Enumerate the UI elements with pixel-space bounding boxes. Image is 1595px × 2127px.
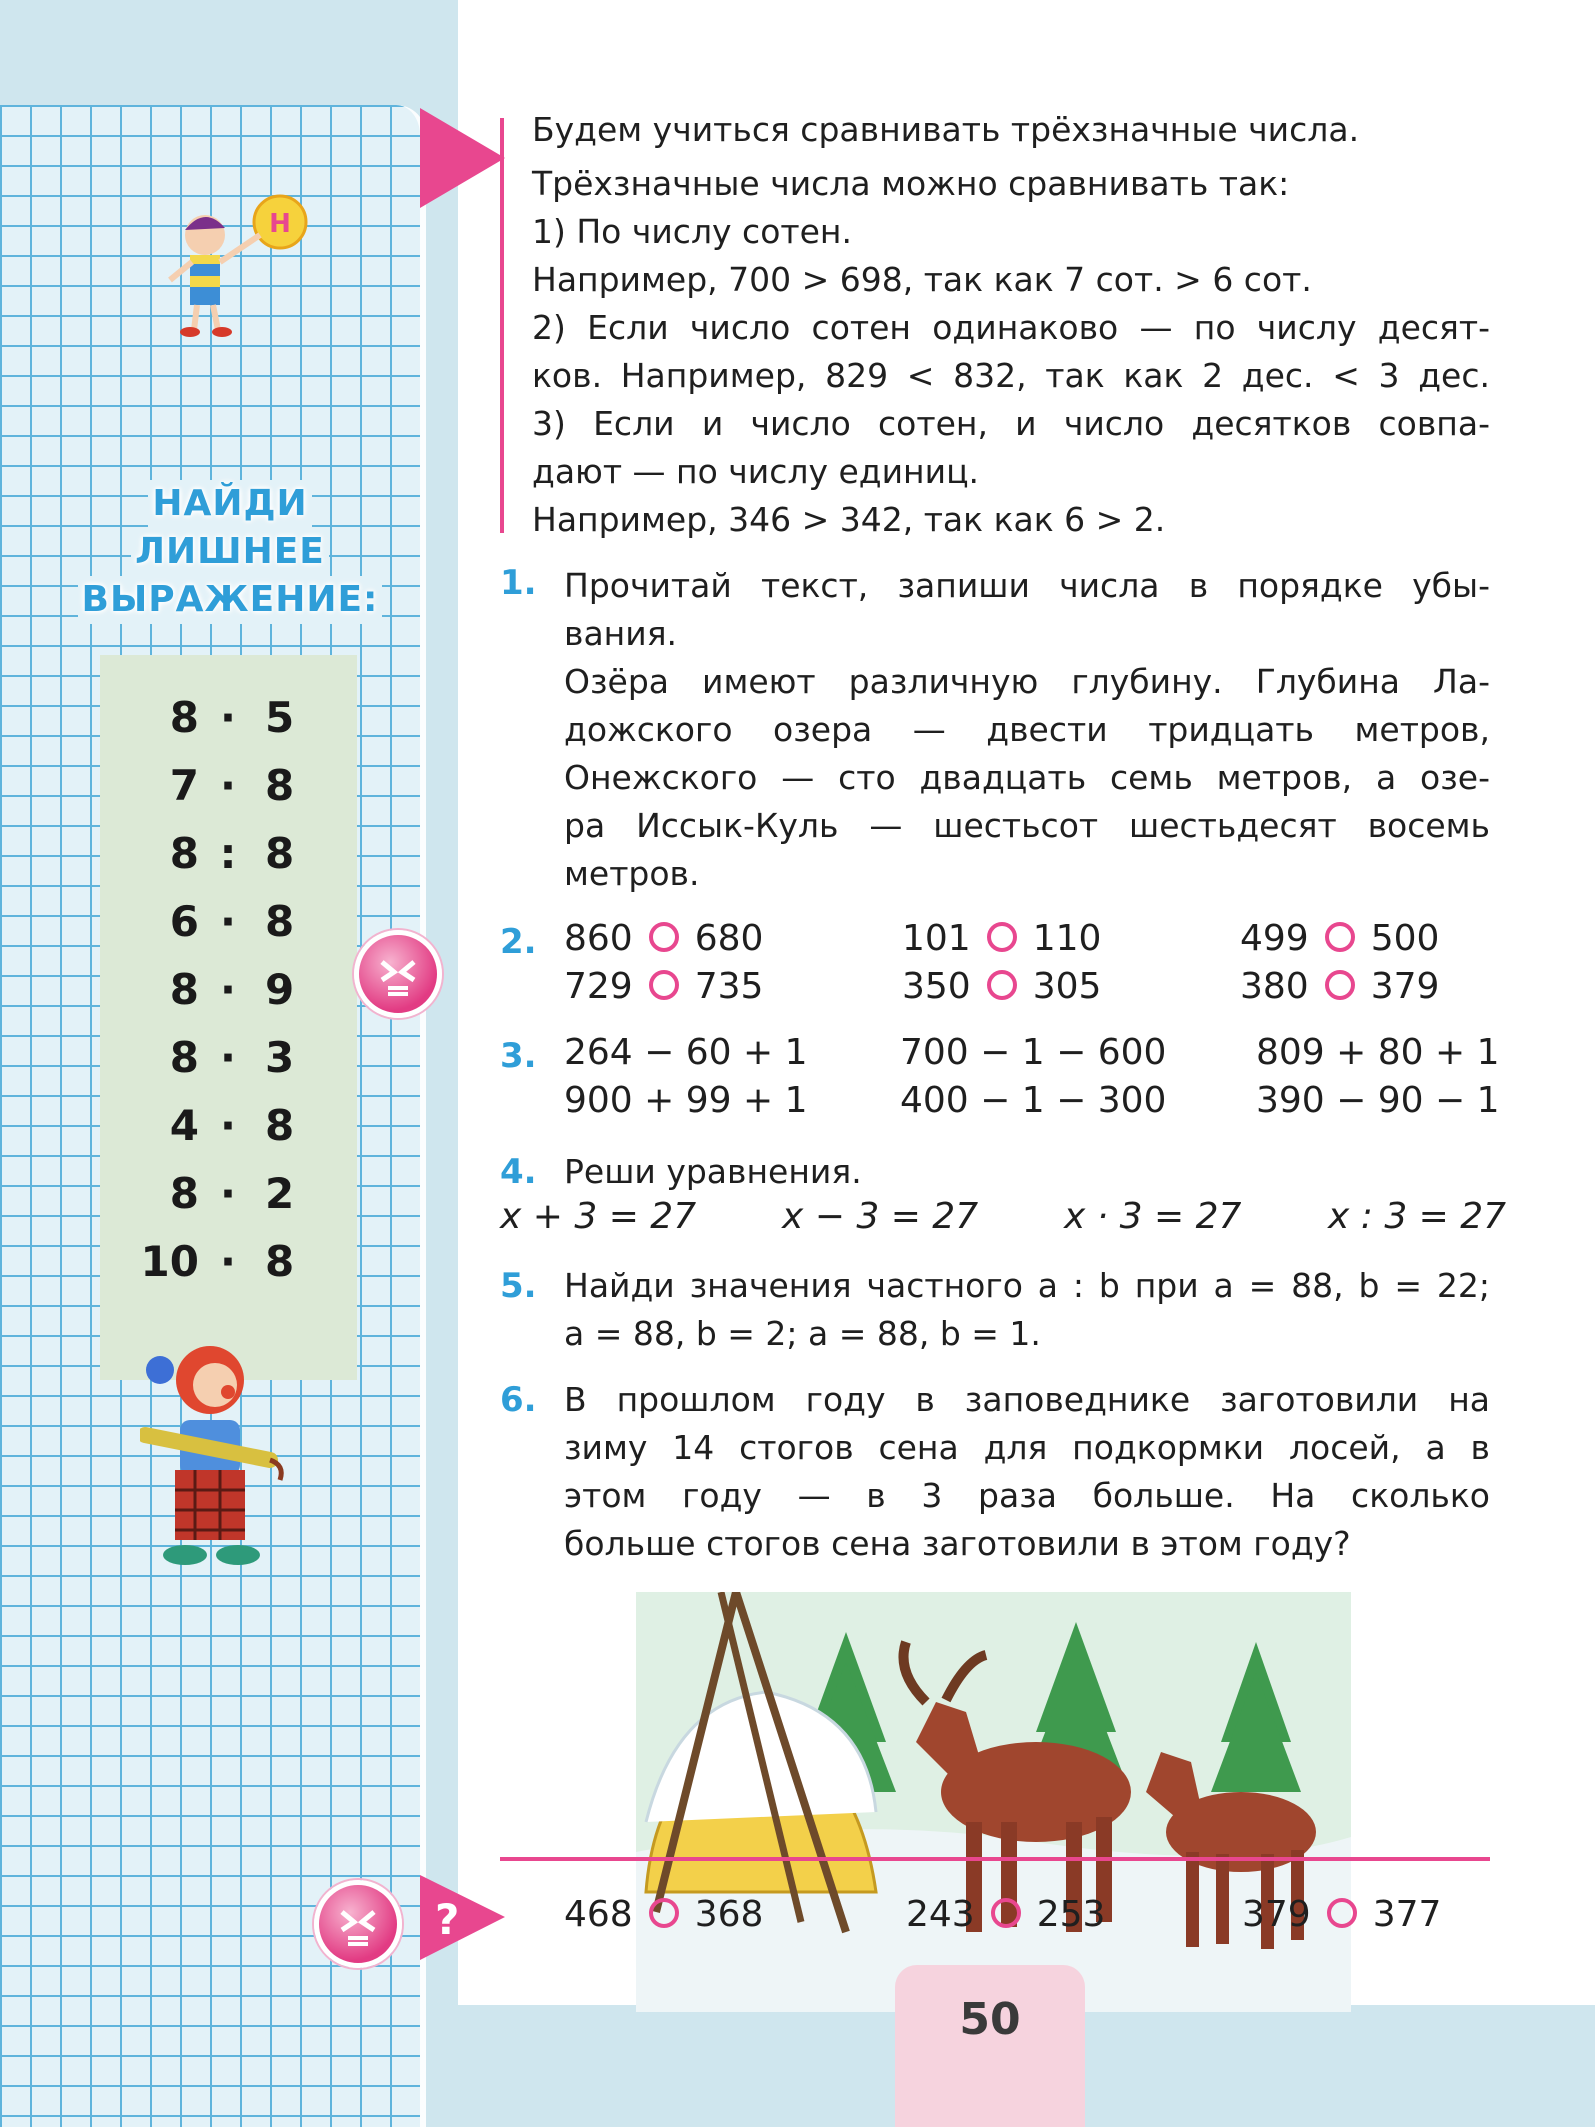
intro-line: ков. Например, 829 < 832, так как 2 дес. < 3 дес.	[532, 356, 1490, 395]
boy-illustration	[160, 190, 330, 350]
compare-pair: 499 500	[1240, 918, 1440, 959]
equation: x : 3 = 27	[1328, 1196, 1507, 1237]
intro-side-bar	[500, 118, 504, 533]
compare-pair: 350 305	[902, 966, 1102, 1007]
goal-arrow-icon	[420, 108, 505, 208]
task-number: 5.	[500, 1266, 537, 1306]
equation: x − 3 = 27	[782, 1196, 979, 1237]
intro-line: Например, 700 > 698, так как 7 сот. > 6 сот.	[532, 260, 1312, 299]
calc-badge-bottom	[314, 1880, 402, 1968]
compare-circle[interactable]	[987, 970, 1017, 1000]
expression-row: 8 · 2	[169, 1169, 295, 1218]
expression: 264 − 60 + 1	[564, 1032, 808, 1073]
expression-row: 8 · 5	[169, 693, 295, 742]
task1-line: Онежского — сто двадцать семь метров, а озе-	[564, 758, 1490, 797]
intro-line: Например, 346 > 342, так как 6 > 2.	[532, 500, 1166, 539]
expression: 809 + 80 + 1	[1256, 1032, 1500, 1073]
odd-one-out-title: НАЙДИ ЛИШНЕЕ ВЫРАЖЕНИЕ:	[70, 480, 390, 624]
expression-row: 8 · 9	[169, 965, 295, 1014]
intro-line: Трёхзначные числа можно сравнивать так:	[532, 164, 1290, 203]
compare-circle[interactable]	[649, 970, 679, 1000]
task6-line: больше стогов сена заготовили в этом году?	[564, 1524, 1351, 1563]
task-number: 1.	[500, 563, 537, 603]
expression-row: 8 : 8	[169, 829, 295, 878]
task1-line: ра Иссык-Куль — шестьсот шестьдесят восемь	[564, 806, 1490, 845]
bonus-compare-pair: 243 253	[906, 1894, 1106, 1935]
task1-line: Прочитай текст, запиши числа в порядке убы-	[564, 566, 1490, 605]
compare-pair: 860 680	[564, 918, 764, 959]
intro-line: 2) Если число сотен одинаково — по числу десят-	[532, 308, 1490, 347]
compare-circle[interactable]	[1325, 970, 1355, 1000]
expression: 400 − 1 − 300	[900, 1080, 1167, 1121]
task1-line: Озёра имеют различную глубину. Глубина Ла-	[564, 662, 1490, 701]
task6-line: В прошлом году в заповеднике заготовили на	[564, 1380, 1490, 1419]
task5-line: Найди значения частного a : b при a = 88, b = 22;	[564, 1266, 1490, 1305]
compare-pair: 729 735	[564, 966, 764, 1007]
expression-row: 10 · 8	[140, 1237, 295, 1286]
expression: 900 + 99 + 1	[564, 1080, 808, 1121]
expression: 700 − 1 − 600	[900, 1032, 1167, 1073]
bonus-compare-pair: 379 377	[1242, 1894, 1442, 1935]
task6-line: этом году — в 3 раза больше. На сколько	[564, 1476, 1490, 1515]
task1-line: вания.	[564, 614, 678, 653]
bonus-compare-pair: 468 368	[564, 1894, 764, 1935]
expression-row: 6 · 8	[169, 897, 295, 946]
compare-circle[interactable]	[1325, 922, 1355, 952]
moose-hay-illustration	[636, 1592, 1351, 2012]
lesson-goal: Будем учиться сравнивать трёхзначные числа.	[532, 110, 1360, 149]
compare-circle[interactable]	[987, 922, 1017, 952]
task-number: 3.	[500, 1036, 537, 1076]
intro-line: 3) Если и число сотен, и число десятков совпа-	[532, 404, 1490, 443]
bottom-divider	[500, 1857, 1490, 1861]
task-number: 2.	[500, 922, 537, 962]
task4-title: Реши уравнения.	[564, 1152, 862, 1191]
intro-line: 1) По числу сотен.	[532, 212, 852, 251]
task-number: 4.	[500, 1152, 537, 1192]
equation: x + 3 = 27	[500, 1196, 697, 1237]
task1-line: дожского озера — двести тридцать метров,	[564, 710, 1490, 749]
calc-badge	[354, 930, 442, 1018]
compare-circle[interactable]	[991, 1898, 1021, 1928]
calc-icon	[368, 944, 428, 1004]
compare-circle[interactable]	[1327, 1898, 1357, 1928]
expression-row: 4 · 8	[169, 1101, 295, 1150]
question-mark: ?	[435, 1895, 460, 1944]
clown-illustration	[140, 1340, 320, 1580]
boy-badge-letter: Н	[269, 209, 291, 239]
compare-circle[interactable]	[649, 1898, 679, 1928]
question-arrow-icon	[420, 1875, 505, 1960]
expression: 390 − 90 − 1	[1256, 1080, 1500, 1121]
calc-icon	[328, 1894, 388, 1954]
page-number: 50	[895, 1965, 1085, 2127]
expression-row: 7 · 8	[169, 761, 295, 810]
task5-line: a = 88, b = 2; a = 88, b = 1.	[564, 1314, 1041, 1353]
task6-line: зиму 14 стогов сена для подкормки лосей, а в	[564, 1428, 1490, 1467]
equation: x · 3 = 27	[1064, 1196, 1242, 1237]
compare-circle[interactable]	[649, 922, 679, 952]
compare-pair: 380 379	[1240, 966, 1440, 1007]
task-number: 6.	[500, 1380, 537, 1420]
expressions-box	[100, 655, 357, 1380]
intro-line: дают — по числу единиц.	[532, 452, 980, 491]
task1-line: метров.	[564, 854, 700, 893]
compare-pair: 101 110	[902, 918, 1102, 959]
expression-row: 8 · 3	[169, 1033, 295, 1082]
